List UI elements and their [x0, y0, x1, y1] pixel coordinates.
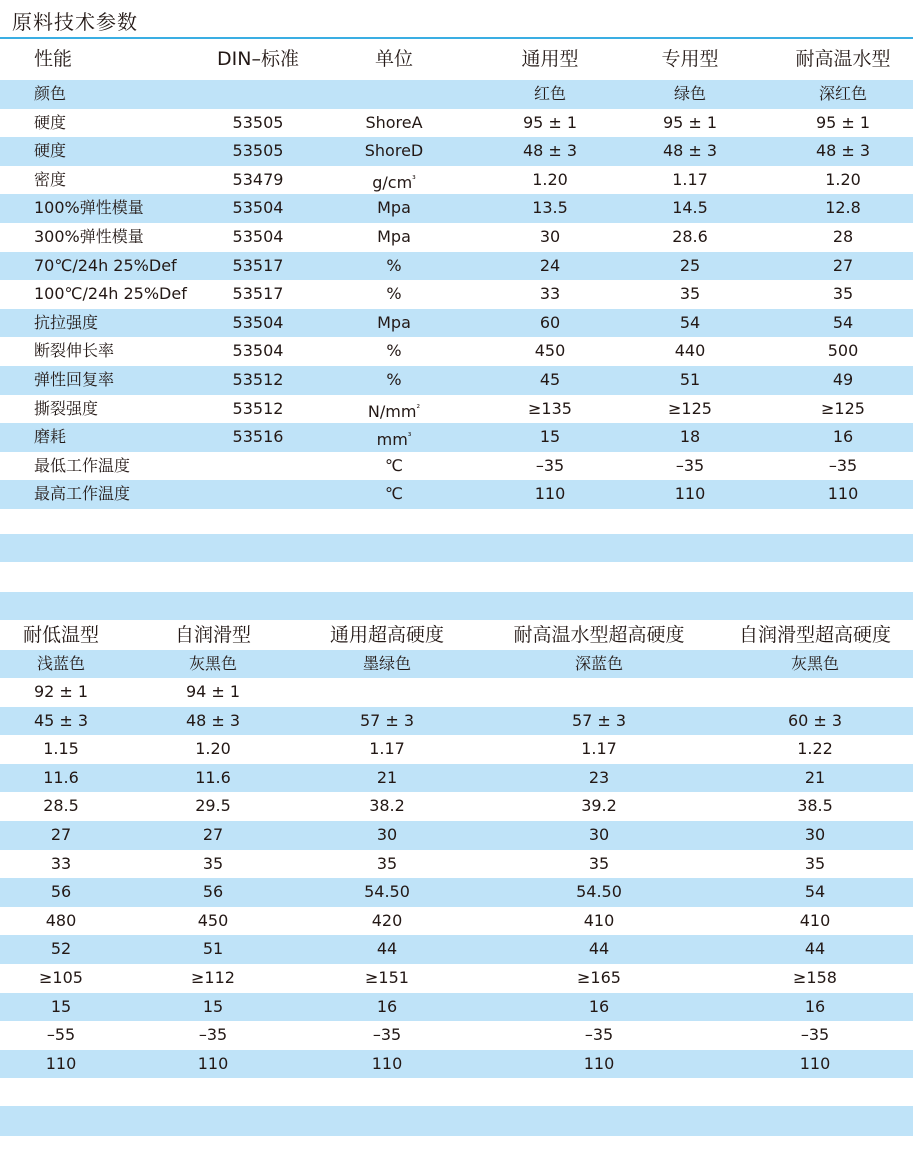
- cell-property: 硬度: [34, 141, 67, 161]
- cell-self-lubricating-ultra-hard: 35: [804, 853, 826, 873]
- cell-unit: Mpa: [377, 198, 411, 218]
- cell-low-temp-type: 1.15: [43, 739, 79, 759]
- cell-unit: ℃: [385, 455, 403, 475]
- table-row: [0, 707, 913, 736]
- cell-unit: Mpa: [377, 312, 411, 332]
- cell-special-type: 18: [679, 427, 701, 447]
- cell-self-lubricating-ultra-hard: 1.22: [797, 739, 833, 759]
- table-row: [0, 1021, 913, 1050]
- cell-hot-water-type: 48 ± 3: [815, 141, 871, 161]
- table-row: [0, 395, 913, 424]
- cell-hot-water-ultra-hard: 410: [583, 910, 615, 930]
- header-general-type: 通用型: [521, 48, 579, 70]
- cell-hot-water-ultra-hard: 39.2: [581, 796, 617, 816]
- table-row: [0, 1050, 913, 1079]
- cell-unit: ShoreA: [365, 112, 423, 132]
- upper-header-row: [0, 40, 913, 80]
- cell-hot-water-type: 95 ± 1: [815, 112, 871, 132]
- cell-special-type: 110: [674, 484, 706, 504]
- cell-din-standard: 53504: [232, 312, 284, 332]
- cell-general-ultra-hard: 420: [371, 910, 403, 930]
- cell-special-type: 1.17: [672, 169, 708, 189]
- cell-property: 最高工作温度: [34, 484, 131, 504]
- cell-low-temp-type: 110: [45, 1053, 77, 1073]
- table-row: [0, 309, 913, 338]
- cell-general-ultra-hard: ≥151: [365, 967, 409, 987]
- cell-low-temp-type: 52: [50, 939, 72, 959]
- cell-din-standard: 53516: [232, 427, 284, 447]
- cell-general-type: 33: [539, 284, 561, 304]
- spacer-band: [0, 1106, 913, 1136]
- cell-self-lubricating-type: 110: [197, 1053, 229, 1073]
- upper-spec-table: [0, 40, 913, 509]
- cell-general-ultra-hard: 21: [376, 767, 398, 787]
- cell-general-type: 110: [534, 484, 566, 504]
- cell-din-standard: 53505: [232, 112, 284, 132]
- cell-self-lubricating-ultra-hard: 16: [804, 996, 826, 1016]
- cell-self-lubricating-type: 11.6: [195, 767, 231, 787]
- cell-self-lubricating-ultra-hard: 54: [804, 882, 826, 902]
- header-hot-water-ultra-hard: 耐高温水型超高硬度: [513, 624, 685, 646]
- table-row: [0, 109, 913, 138]
- cell-general-ultra-hard: 57 ± 3: [359, 710, 415, 730]
- cell-hot-water-type: 1.20: [825, 169, 861, 189]
- cell-din-standard: 53517: [232, 284, 284, 304]
- table-row: [0, 137, 913, 166]
- cell-property: 颜色: [34, 84, 67, 103]
- table-row: [0, 480, 913, 509]
- cell-special-type: 28.6: [672, 226, 708, 246]
- cell-hot-water-ultra-hard: 44: [588, 939, 610, 959]
- cell-din-standard: 53504: [232, 198, 284, 218]
- cell-unit: %: [386, 369, 402, 389]
- header-general-ultra-hard: 通用超高硬度: [329, 624, 445, 646]
- cell-special-type: 51: [679, 369, 701, 389]
- table-row: [0, 678, 913, 707]
- cell-special-type: 48 ± 3: [662, 141, 718, 161]
- table-row: [0, 80, 913, 109]
- table-row: [0, 907, 913, 936]
- cell-general-ultra-hard: 16: [376, 996, 398, 1016]
- table-row: [0, 850, 913, 879]
- cell-self-lubricating-type: 15: [202, 996, 224, 1016]
- cell-unit: %: [386, 284, 402, 304]
- cell-self-lubricating-ultra-hard: 30: [804, 824, 826, 844]
- cell-property: 300%弹性模量: [34, 226, 144, 246]
- color-row: [0, 650, 913, 678]
- cell-special-type: 绿色: [673, 84, 707, 103]
- cell-hot-water-type: –35: [828, 455, 858, 475]
- cell-self-lubricating-ultra-hard: ≥158: [793, 967, 837, 987]
- cell-hot-water-type: 110: [827, 484, 859, 504]
- cell-property: 100%弹性模量: [34, 198, 144, 218]
- header-hot-water-type: 耐高温水型: [795, 48, 891, 70]
- lower-header-row: [0, 620, 913, 650]
- cell-hot-water-ultra-hard: 1.17: [581, 739, 617, 759]
- cell-self-lubricating-type: ≥112: [191, 967, 235, 987]
- cell-self-lubricating-ultra-hard: 21: [804, 767, 826, 787]
- table-row: [0, 764, 913, 793]
- title-divider: [0, 37, 913, 39]
- cell-low-temp-type: 92 ± 1: [33, 682, 89, 701]
- cell-din-standard: 53504: [232, 226, 284, 246]
- cell-general-type: 红色: [533, 84, 567, 103]
- cell-general-ultra-hard: 1.17: [369, 739, 405, 759]
- cell-low-temp-type: 45 ± 3: [33, 710, 89, 730]
- cell-general-type: ≥135: [528, 398, 572, 418]
- cell-self-lubricating-type: 48 ± 3: [185, 710, 241, 730]
- color-hot-water-ultra-hard: 深蓝色: [574, 654, 624, 673]
- cell-property: 70℃/24h 25%Def: [34, 255, 177, 275]
- cell-hot-water-ultra-hard: 57 ± 3: [571, 710, 627, 730]
- cell-din-standard: 53504: [232, 341, 284, 361]
- cell-self-lubricating-type: 51: [202, 939, 224, 959]
- cell-hot-water-ultra-hard: 54.50: [576, 882, 622, 902]
- header-din-standard: DIN–标准: [217, 48, 299, 70]
- cell-hot-water-ultra-hard: 16: [588, 996, 610, 1016]
- header-special-type: 专用型: [661, 48, 719, 70]
- cell-property: 弹性回复率: [34, 369, 115, 389]
- cell-self-lubricating-type: 450: [197, 910, 229, 930]
- spacer-band: [0, 592, 913, 620]
- header-property: 性能: [34, 48, 73, 70]
- cell-self-lubricating-type: 29.5: [195, 796, 231, 816]
- cell-hot-water-type: 28: [832, 226, 854, 246]
- cell-self-lubricating-type: 35: [202, 853, 224, 873]
- cell-low-temp-type: 33: [50, 853, 72, 873]
- cell-low-temp-type: 56: [50, 882, 72, 902]
- table-row: [0, 166, 913, 195]
- color-general-ultra-hard: 墨绿色: [362, 654, 412, 673]
- cell-hot-water-type: ≥125: [821, 398, 865, 418]
- table-row: [0, 735, 913, 764]
- table-row: [0, 821, 913, 850]
- table-row: [0, 337, 913, 366]
- cell-low-temp-type: ≥105: [39, 967, 83, 987]
- cell-hot-water-ultra-hard: ≥165: [577, 967, 621, 987]
- cell-hot-water-type: 12.8: [825, 198, 861, 218]
- cell-din-standard: 53512: [232, 369, 284, 389]
- cell-general-type: 48 ± 3: [522, 141, 578, 161]
- table-row: [0, 935, 913, 964]
- cell-general-type: 450: [534, 341, 566, 361]
- cell-self-lubricating-ultra-hard: 44: [804, 939, 826, 959]
- table-row: [0, 452, 913, 481]
- cell-property: 100℃/24h 25%Def: [34, 284, 187, 304]
- cell-special-type: ≥125: [668, 398, 712, 418]
- cell-special-type: 54: [679, 312, 701, 332]
- cell-din-standard: 53479: [232, 169, 284, 189]
- cell-din-standard: 53505: [232, 141, 284, 161]
- header-unit: 单位: [374, 48, 414, 70]
- cell-general-ultra-hard: 54.50: [364, 882, 410, 902]
- cell-general-ultra-hard: 35: [376, 853, 398, 873]
- cell-unit: ShoreD: [364, 141, 424, 161]
- cell-general-type: 60: [539, 312, 561, 332]
- cell-self-lubricating-ultra-hard: 110: [799, 1053, 831, 1073]
- cell-unit: $g/cm^{^3}$: [372, 172, 416, 192]
- cell-property: 最低工作温度: [34, 455, 131, 475]
- color-self-lubricating-type: 灰黑色: [188, 654, 238, 673]
- cell-general-type: 24: [539, 255, 561, 275]
- cell-hot-water-ultra-hard: 30: [588, 824, 610, 844]
- cell-unit: %: [386, 341, 402, 361]
- cell-din-standard: 53512: [232, 398, 284, 418]
- table-row: [0, 223, 913, 252]
- cell-special-type: –35: [675, 455, 705, 475]
- header-low-temp-type: 耐低温型: [22, 624, 100, 646]
- cell-low-temp-type: 11.6: [43, 767, 79, 787]
- table-row: [0, 878, 913, 907]
- table-row: [0, 423, 913, 452]
- cell-hot-water-type: 深红色: [818, 84, 868, 103]
- cell-self-lubricating-type: 27: [202, 824, 224, 844]
- table-row: [0, 194, 913, 223]
- cell-self-lubricating-type: 94 ± 1: [185, 682, 241, 701]
- cell-general-type: 45: [539, 369, 561, 389]
- page-title: 原料技术参数: [12, 10, 138, 34]
- cell-self-lubricating-ultra-hard: –35: [800, 1025, 830, 1045]
- table-row: [0, 280, 913, 309]
- cell-unit: $mm^{^3}$: [376, 430, 412, 450]
- cell-property: 硬度: [34, 112, 67, 132]
- table-row: [0, 366, 913, 395]
- cell-low-temp-type: 28.5: [43, 796, 79, 816]
- cell-hot-water-ultra-hard: –35: [584, 1025, 614, 1045]
- cell-din-standard: 53517: [232, 255, 284, 275]
- cell-hot-water-ultra-hard: 110: [583, 1053, 615, 1073]
- cell-hot-water-type: 54: [832, 312, 854, 332]
- spacer-band: [0, 534, 913, 562]
- color-low-temp-type: 浅蓝色: [36, 654, 86, 673]
- cell-hot-water-ultra-hard: 23: [588, 767, 610, 787]
- cell-property: 抗拉强度: [34, 312, 99, 332]
- cell-general-ultra-hard: 44: [376, 939, 398, 959]
- cell-self-lubricating-ultra-hard: 410: [799, 910, 831, 930]
- cell-special-type: 35: [679, 284, 701, 304]
- cell-low-temp-type: 27: [50, 824, 72, 844]
- table-row: [0, 993, 913, 1022]
- cell-self-lubricating-ultra-hard: 60 ± 3: [787, 710, 843, 730]
- cell-special-type: 25: [679, 255, 701, 275]
- cell-property: 撕裂强度: [34, 398, 99, 418]
- cell-general-ultra-hard: –35: [372, 1025, 402, 1045]
- cell-property: 磨耗: [34, 427, 67, 447]
- cell-hot-water-type: 35: [832, 284, 854, 304]
- cell-special-type: 95 ± 1: [662, 112, 718, 132]
- cell-property: 密度: [34, 169, 67, 189]
- header-self-lubricating-ultra-hard: 自润滑型超高硬度: [738, 624, 892, 646]
- cell-low-temp-type: 15: [50, 996, 72, 1016]
- cell-general-ultra-hard: 110: [371, 1053, 403, 1073]
- cell-hot-water-type: 27: [832, 255, 854, 275]
- cell-self-lubricating-type: 56: [202, 882, 224, 902]
- cell-general-type: –35: [535, 455, 565, 475]
- table-row: [0, 964, 913, 993]
- cell-self-lubricating-ultra-hard: 38.5: [797, 796, 833, 816]
- table-row: [0, 792, 913, 821]
- cell-hot-water-type: 49: [832, 369, 854, 389]
- table-row: [0, 252, 913, 281]
- cell-hot-water-type: 16: [832, 427, 854, 447]
- cell-general-type: 95 ± 1: [522, 112, 578, 132]
- cell-self-lubricating-type: –35: [198, 1025, 228, 1045]
- cell-property: 断裂伸长率: [34, 341, 115, 361]
- lower-spec-table: [0, 620, 913, 1078]
- cell-general-ultra-hard: 38.2: [369, 796, 405, 816]
- cell-special-type: 14.5: [672, 198, 708, 218]
- cell-general-ultra-hard: 30: [376, 824, 398, 844]
- cell-hot-water-ultra-hard: 35: [588, 853, 610, 873]
- cell-special-type: 440: [674, 341, 706, 361]
- cell-hot-water-type: 500: [827, 341, 859, 361]
- cell-general-type: 30: [539, 226, 561, 246]
- color-self-lubricating-ultra-hard: 灰黑色: [790, 654, 840, 673]
- cell-low-temp-type: –55: [46, 1025, 76, 1045]
- cell-general-type: 15: [539, 427, 561, 447]
- cell-unit: $N/mm^{^2}$: [367, 401, 421, 421]
- header-self-lubricating-type: 自润滑型: [174, 624, 252, 646]
- cell-general-type: 1.20: [532, 169, 568, 189]
- cell-self-lubricating-type: 1.20: [195, 739, 231, 759]
- cell-unit: ℃: [385, 484, 403, 504]
- cell-low-temp-type: 480: [45, 910, 77, 930]
- cell-unit: Mpa: [377, 226, 411, 246]
- cell-unit: %: [386, 255, 402, 275]
- cell-general-type: 13.5: [532, 198, 568, 218]
